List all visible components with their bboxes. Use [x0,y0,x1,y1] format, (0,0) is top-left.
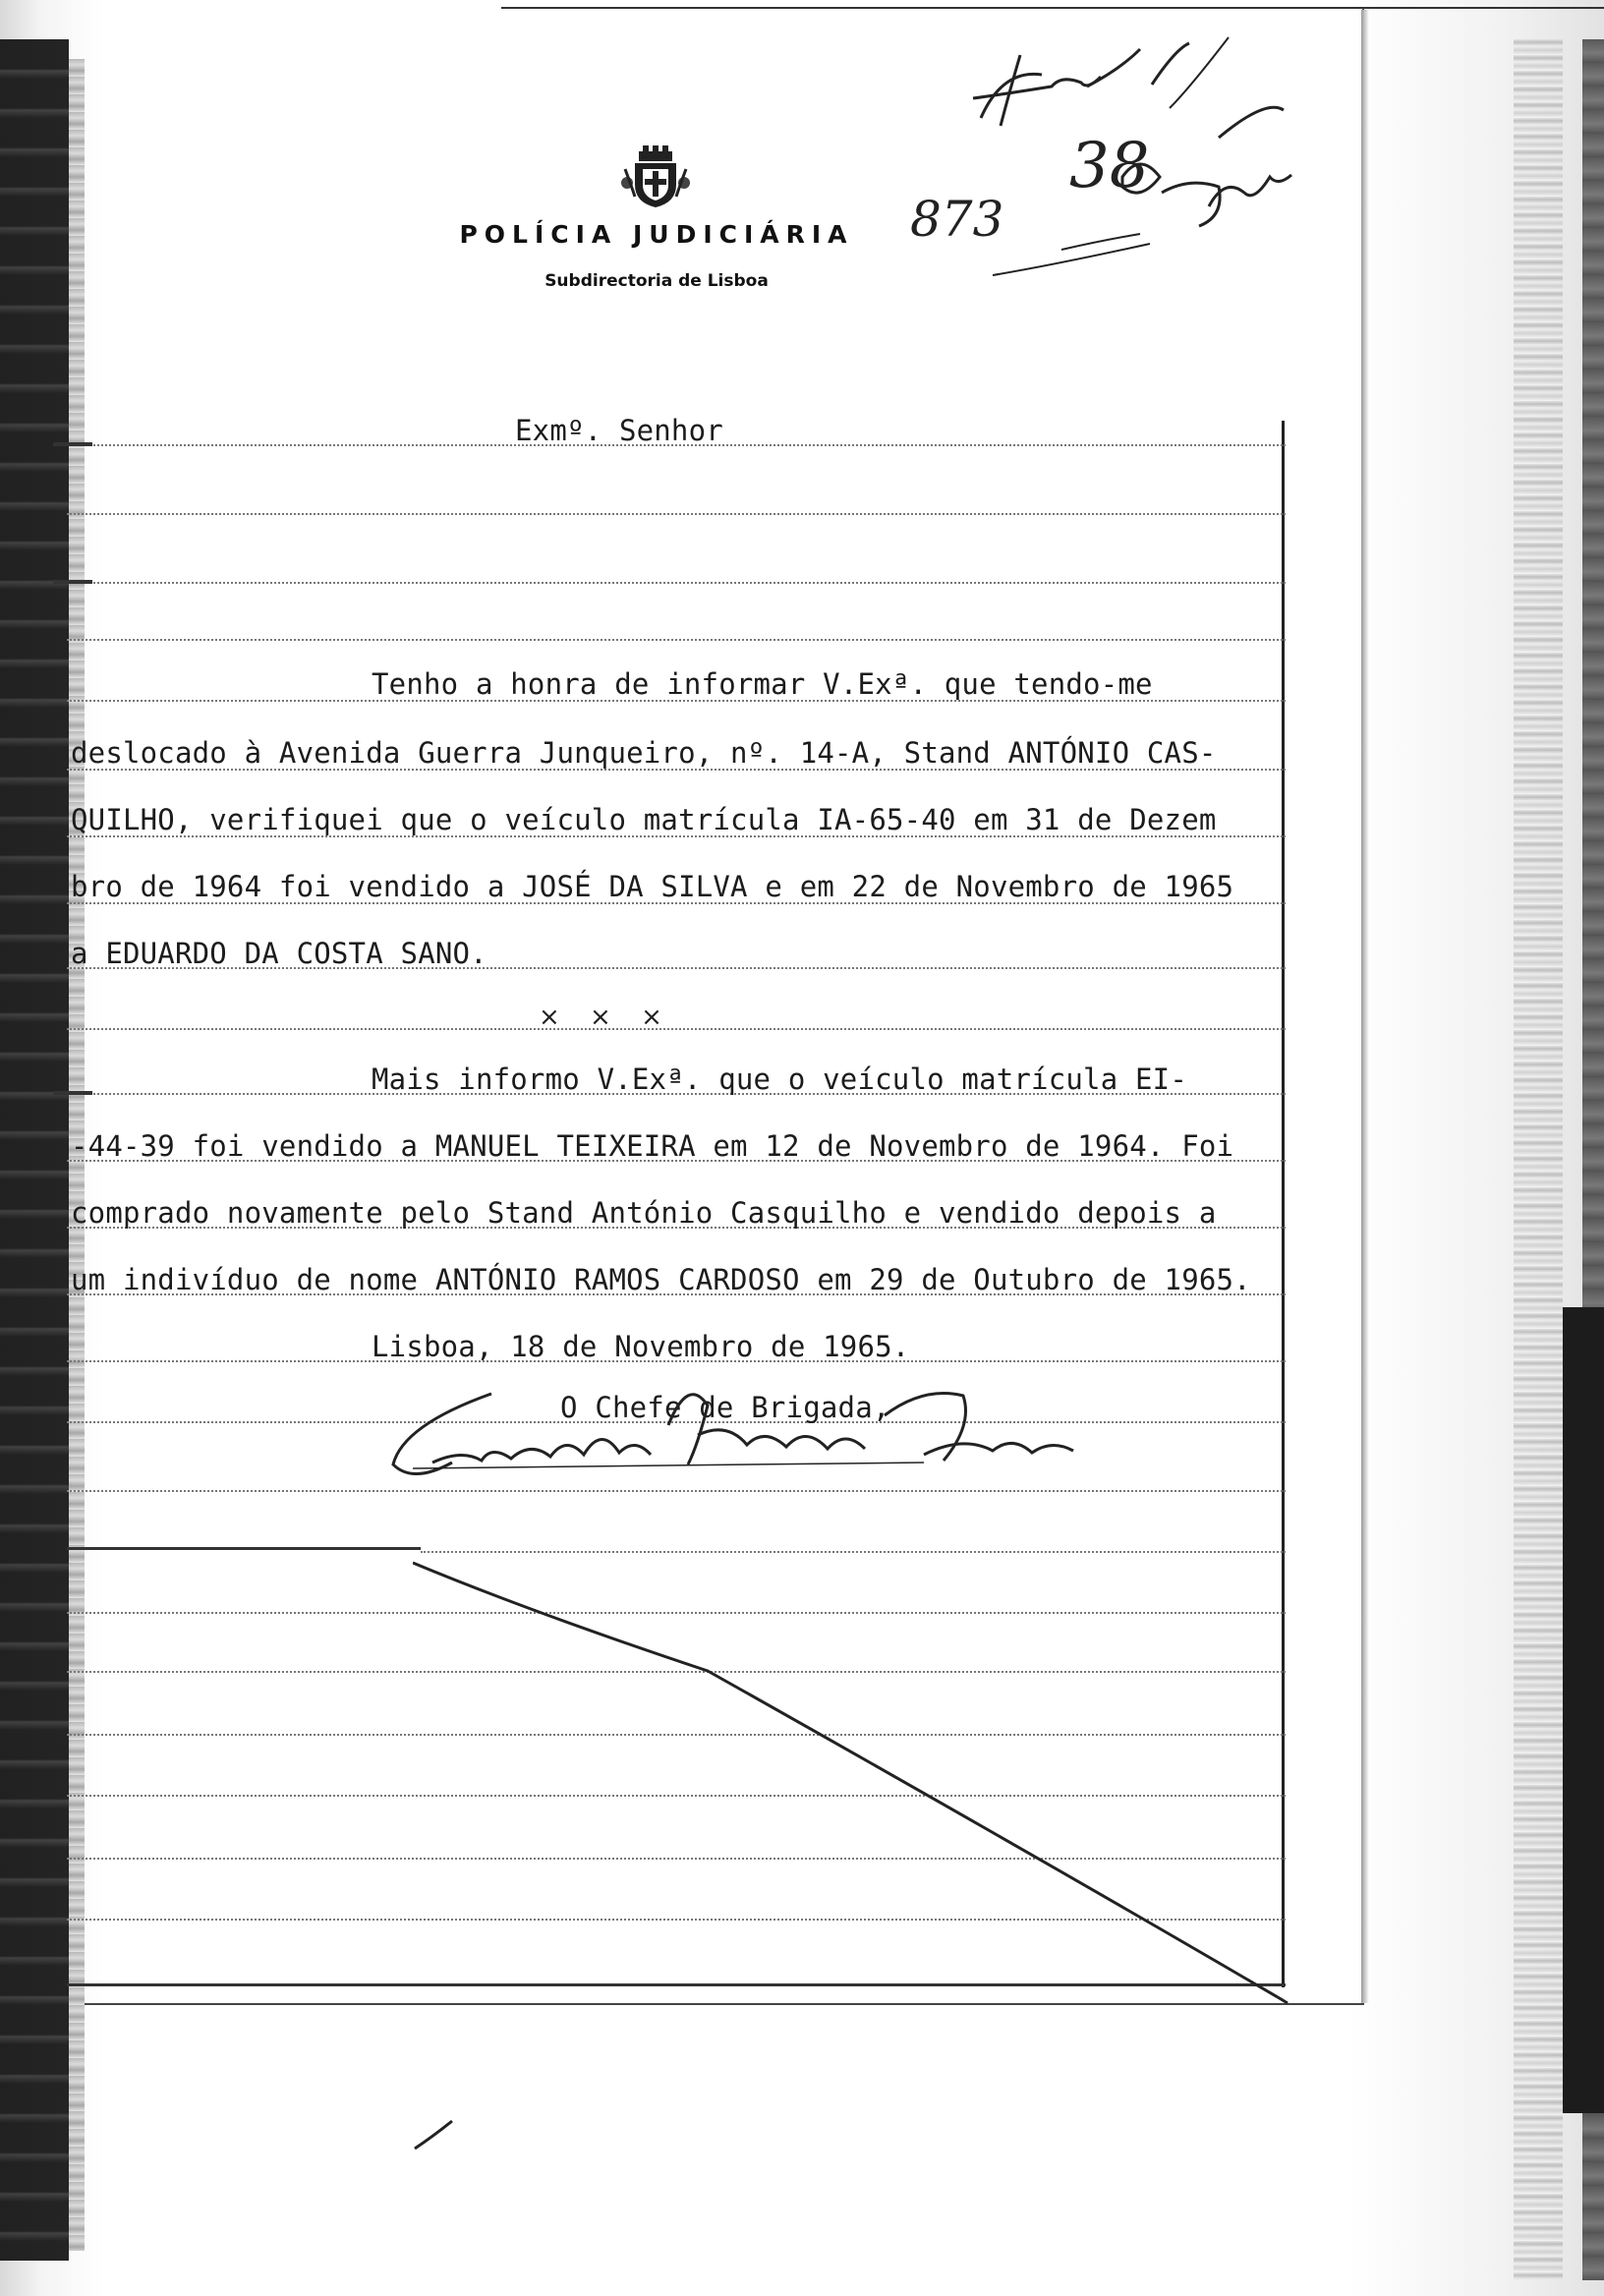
organization-name: POLÍCIA JUDICIÁRIA [459,220,854,249]
margin-tick [53,442,92,446]
letter-line: comprado novamente pelo Stand António Casquilho e vendido depois a [71,1196,1217,1230]
scan-left-binding-shadow [0,39,69,2261]
letter-line: a EDUARDO DA COSTA SANO. [71,937,487,970]
letter-line: um indivíduo de nome ANTÓNIO RAMOS CARDOSO em 29 de Outubro de 1965. [71,1263,1251,1296]
coat-of-arms-icon [621,145,690,208]
sheet-edge-shadow [1361,10,1369,2003]
letter-line: deslocado à Avenida Guerra Junqueiro, nº. 14-A, Stand ANTÓNIO CAS- [71,736,1217,770]
ruled-line [67,1028,1286,1030]
section-separator: × × × [539,1003,662,1032]
handwritten-signature [373,1366,1081,1494]
letter-line: Tenho a honra de informar V.Exª. que tendo-me [372,667,1153,701]
organization-subdivision: Subdirectoria de Lisboa [544,271,769,291]
letter-line: bro de 1964 foi vendido a JOSÉ DA SILVA e em 22 de Novembro de 1965 [71,870,1234,903]
scan-right-dark-block [1563,1307,1604,2113]
ruled-line [67,582,1286,584]
letter-line: QUILHO, verifiquei que o veículo matrícula IA-65-40 em 31 de Dezem [71,803,1217,836]
ruled-line [67,513,1286,515]
ruled-line [67,639,1286,641]
closing: O Chefe de Brigada, [560,1391,890,1424]
margin-tick [53,1091,92,1095]
letter-line: Mais informo V.Exª. que o veículo matrícula EI- [372,1062,1187,1096]
handwritten-marks: 38 [1069,130,1150,202]
scan-right-speckle [1514,39,1563,2280]
letter-line: -44-39 foi vendido a MANUEL TEIXEIRA em 12 de Novembro de 1964. Foi [71,1129,1234,1163]
handwritten-number: 873 [910,191,1004,248]
ruled-line-solid [67,1547,421,1550]
salutation: Exmº. Senhor [515,414,723,447]
margin-tick [53,580,92,584]
place-date: Lisboa, 18 de Novembro de 1965. [372,1330,910,1363]
stray-pen-mark [413,2113,472,2152]
cancellation-stroke [413,1553,1297,2005]
handwritten-annotation [894,29,1307,285]
